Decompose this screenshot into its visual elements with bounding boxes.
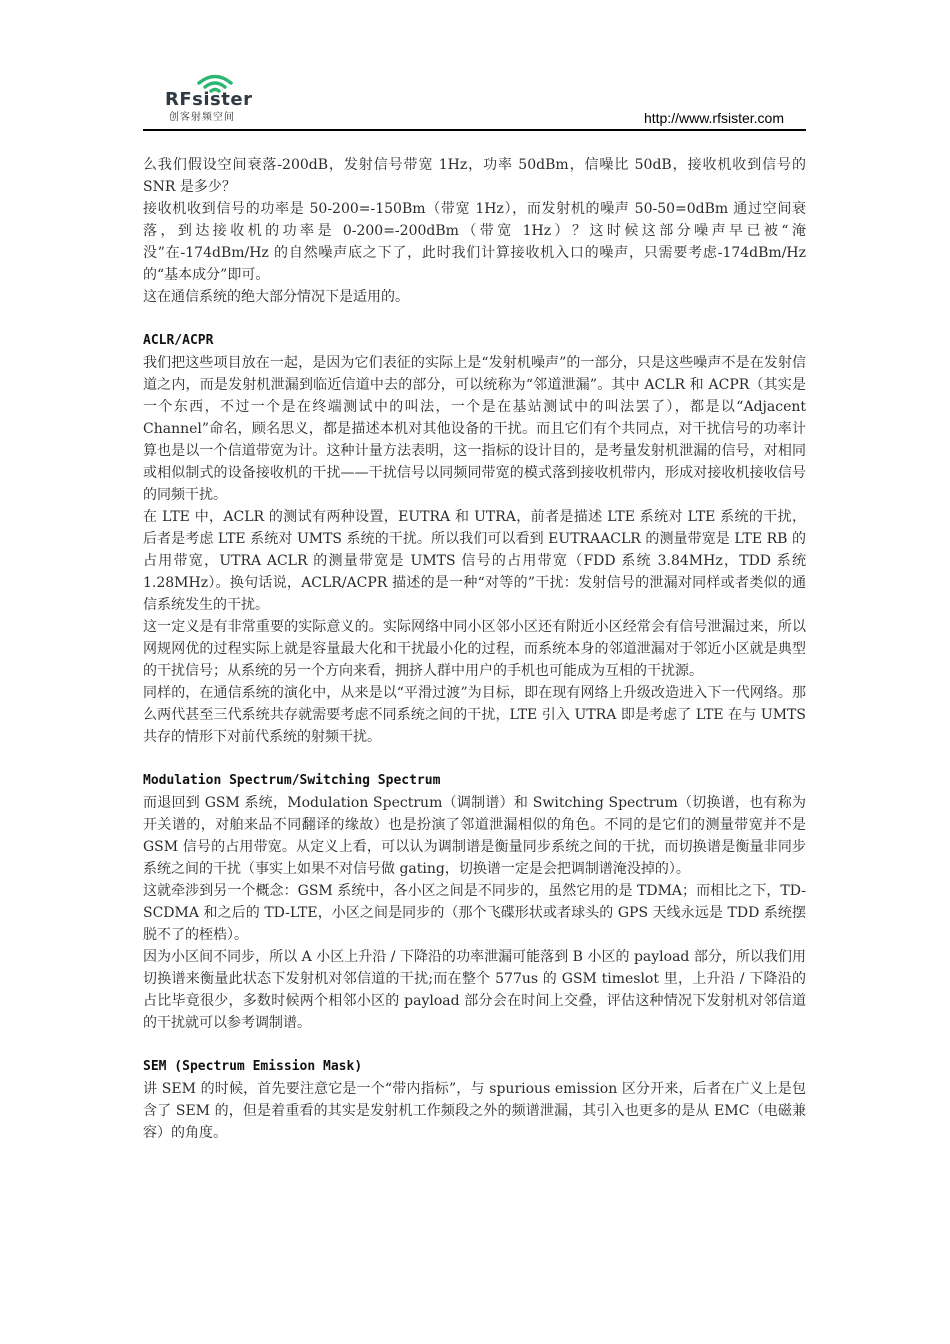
- site-url[interactable]: http://www.rfsister.com: [643, 110, 784, 126]
- paragraph: 这一定义是有非常重要的实际意义的。实际网络中同小区邻小区还有附近小区经常会有信号泄漏过来，所以网规网优的过程实际上就是容量最大化和干扰最小化的过程，而系统本身的邻道泄漏对于邻近小区就是典型的干扰信号；从系统的另一个方向来看，拥挤人群中用户的手机也可能成为互相的干扰源。: [143, 619, 806, 679]
- header-divider: [143, 129, 806, 131]
- paragraph: 在 LTE 中，ACLR 的测试有两种设置，EUTRA 和 UTRA，前者是描述 LTE 系统对 LTE 系统的干扰，后者是考虑 LTE 系统对 UMTS 系统的干扰。所以我们可以看到 EUTRAACLR 的测量带宽是 LTE RB 的占用带宽，UTRA ACLR 的测量带宽是 UMTS 信号的占用带宽（FDD 系统 3.84MHz，TDD 系统 1.28MHz）。换句话说，ACLR/ACPR 描述的是一种“对等的”干扰：发射信号的泄漏对同样或者类似的通信系统发生的干扰。: [143, 509, 806, 613]
- paragraph: 同样的，在通信系统的演化中，从来是以“平滑过渡”为目标，即在现有网络上升级改造进入下一代网络。那么两代甚至三代系统共存就需要考虑不同系统之间的干扰，LTE 引入 UTRA 即是考虑了 LTE 在与 UMTS 共存的情形下对前代系统的射频干扰。: [143, 685, 806, 745]
- section-heading-modulation: Modulation Spectrum/Switching Spectrum: [143, 773, 441, 788]
- paragraph: 这在通信系统的绝大部分情况下是适用的。: [143, 289, 409, 305]
- section-heading-sem: SEM (Spectrum Emission Mask): [143, 1059, 363, 1074]
- page-header: [143, 72, 806, 134]
- paragraph: 么我们假设空间衰落-200dB，发射信号带宽 1Hz，功率 50dBm，信噪比 50dB，接收机收到信号的 SNR 是多少？: [143, 157, 806, 195]
- paragraph: 因为小区间不同步，所以 A 小区上升沿 / 下降沿的功率泄漏可能落到 B 小区的 payload 部分，所以我们用切换谱来衡量此状态下发射机对邻信道的干扰;而在整个 577us 的 GSM timeslot 里，上升沿 / 下降沿的占比毕竟很少，多数时候两个相邻小区的 payload 部分会在时间上交叠，评估这种情况下发射机对邻信道的干扰就可以参考调制谱。: [143, 949, 806, 1031]
- logo-subtitle: 创客射频空间: [169, 112, 235, 123]
- paragraph: 我们把这些项目放在一起，是因为它们表征的实际上是“发射机噪声”的一部分，只是这些噪声不是在发射信道之内，而是发射机泄漏到临近信道中去的部分，可以统称为“邻道泄漏”。其中 ACLR 和 ACPR（其实是一个东西，不过一个是在终端测试中的叫法，一个是在基站测试中的叫法罢了），都是以“Adjacent Channel”命名，顾名思义，都是描述本机对其他设备的干扰。而且它们有个共同点，对干扰信号的功率计算也是以一个信道带宽为计。这种计量方法表明，这一指标的设计目的，是考量发射机泄漏的信号，对相同或相似制式的设备接收机的干扰——干扰信号以同频同带宽的模式落到接收机带内，形成对接收机接收信号的同频干扰。: [143, 355, 806, 503]
- section-heading-aclr: ACLR/ACPR: [143, 333, 214, 348]
- rfsister-logo: [165, 72, 265, 124]
- paragraph: 这就牵涉到另一个概念：GSM 系统中，各小区之间是不同步的，虽然它用的是 TDMA；而相比之下，TD-SCDMA 和之后的 TD-LTE，小区之间是同步的（那个飞碟形状或者球头的 GPS 天线永远是 TDD 系统摆脱不了的桎梏）。: [143, 883, 806, 943]
- paragraph: 而退回到 GSM 系统，Modulation Spectrum（调制谱）和 Switching Spectrum（切换谱，也有称为开关谱的，对舶来品不同翻译的缘故）也是扮演了邻道泄漏相似的角色。不同的是它们的测量带宽并不是 GSM 信号的占用带宽。从定义上看，可以认为调制谱是衡量同步系统之间的干扰，而切换谱是衡量非同步系统之间的干扰（事实上如果不对信号做 gating，切换谱一定是会把调制谱淹没掉的）。: [143, 795, 806, 877]
- paragraph: 接收机收到信号的功率是 50-200=-150Bm（带宽 1Hz），而发射机的噪声 50-50=0dBm 通过空间衰落，到达接收机的功率是 0-200=-200dBm（带宽 1Hz）？这时候这部分噪声早已被“淹没”在-174dBm/Hz 的自然噪声底之下了，此时我们计算接收机入口的噪声，只需要考虑-174dBm/Hz 的“基本成分”即可。: [143, 201, 806, 283]
- document-body: [143, 154, 806, 1144]
- logo-name: RFsister: [165, 89, 253, 110]
- paragraph: 讲 SEM 的时候，首先要注意它是一个“带内指标”，与 spurious emission 区分开来，后者在广义上是包含了 SEM 的，但是着重看的其实是发射机工作频段之外的频谱泄漏，其引入也更多的是从 EMC（电磁兼容）的角度。: [143, 1081, 806, 1141]
